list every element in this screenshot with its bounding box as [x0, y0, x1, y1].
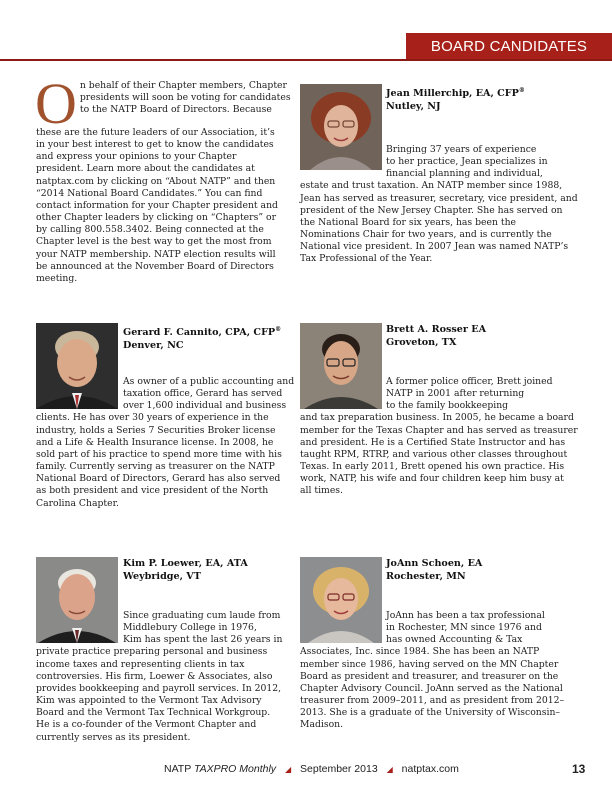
- bio-line: JoAnn has been a tax professional: [386, 610, 545, 621]
- candidate-location: Denver, NC: [123, 340, 184, 351]
- intro-text: [35, 71, 291, 285]
- candidate-name: Gerard F. Cannito, CPA, CFP: [123, 327, 276, 338]
- bio-body: and tax preparation business. In 2005, he became a board member for the Texas Chapter and has served as treasurer and president. He is a Certified State Instructor and has taught RPM, RTRP, and various other classes throughout Texas. In early 2011, Brett opened his own practice. His work, NATP, his wife and four children keep him busy at all times.: [300, 412, 578, 497]
- candidate-name: JoAnn Schoen, EA: [386, 558, 483, 569]
- footer-line: [164, 763, 459, 775]
- candidate-bio: [300, 376, 578, 498]
- intro-line-3: to the NATP Board of Directors. Because: [79, 104, 272, 116]
- candidate-bio: [300, 610, 578, 732]
- bio-line: over 1,600 individual and business: [123, 400, 287, 412]
- bio-line: Kim has spent the last 26 years in: [123, 634, 283, 646]
- candidate-name: Jean Millerchip, EA, CFP: [386, 88, 519, 99]
- triangle-separator-icon: ◢: [386, 765, 393, 774]
- bio-line: in Rochester, MN since 1976 and: [386, 622, 542, 634]
- bio-body: private practice preparing personal and business income taxes and representing clients in tax controversies. His firm, Loewer & Associates, also provides bookkeeping and payroll services. In 2012, Kim was appointed to the Vermont Tax Advisory Board and the Vermont Tax Technical Workgroup. He is a co-founder of the Vermont Chapter and currently serves as its president.: [36, 646, 282, 743]
- candidate-name-reg: ®: [275, 326, 282, 333]
- section-banner: [406, 33, 612, 59]
- candidate-location: Rochester, MN: [386, 571, 466, 582]
- candidate-bio: [36, 610, 282, 744]
- header-rule: [0, 59, 612, 61]
- candidate-location: Weybridge, VT: [123, 571, 201, 582]
- candidate-name-block: [123, 323, 281, 352]
- bio-line: to her practice, Jean specializes in: [386, 156, 548, 168]
- publication-name: TAXPRO Monthly: [193, 763, 277, 775]
- bio-line: NATP in 2001 after returning: [386, 388, 525, 400]
- site-url: natptax.com: [401, 763, 459, 775]
- candidate-location: Nutley, NJ: [386, 101, 441, 112]
- bio-line: Bringing 37 years of experience: [386, 144, 537, 155]
- issue-date: September 2013: [300, 763, 378, 775]
- candidate-name-block: [386, 84, 525, 113]
- bio-line: to the family bookkeeping: [386, 400, 509, 412]
- section-title: BOARD CANDIDATES: [430, 37, 588, 55]
- bio-body: clients. He has over 30 years of experience in the industry, holds a Series 7 Securities Broker license and a Life & Health Insurance license. In 2008, he sold part of his practice to spend more time with his family. Currently serving as treasurer on the NATP National Board of Directors, Gerard has also served as both president and vice president of the North Carolina Chapter.: [36, 412, 282, 509]
- page-footer: [0, 763, 612, 779]
- candidate-name-reg: ®: [518, 87, 525, 94]
- intro-body: these are the future leaders of our Association, it’s in your best interest to get to know the candidates and express your opinions to your Chapter president. Learn more about the candidates at natptax.com by clicking on “About NATP” and then “2014 National Board Candidates.” You can find contact information for your Chapter president and other Chapter leaders by clicking on “Chapters” or by calling 800.558.3402. Being connected at the Chapter level is the best way to get the most from your NATP membership. NATP election results will be announced at the November Board of Directors meeting.: [36, 127, 278, 284]
- intro-dropcap: O: [35, 71, 77, 136]
- bio-body: Associates, Inc. since 1984. She has been an NATP member since 1986, having served on the MN Chapter Board as president and treasurer, and treasurer on the Chapter Advisory Council. JoAnn served as the National treasurer from 2009–2011, and as president from 2012–2013. She is a graduate of the University of Wisconsin–Madison.: [300, 646, 565, 731]
- publication-prefix: NATP: [164, 763, 194, 775]
- candidate-bio: [36, 376, 295, 510]
- candidate-location: Groveton, TX: [386, 337, 457, 348]
- bio-line: As owner of a public accounting and: [123, 376, 295, 387]
- candidate-name: Kim P. Loewer, EA, ATA: [123, 558, 248, 569]
- candidate-name-block: [386, 323, 486, 349]
- bio-line: taxation office, Gerard has served: [123, 388, 283, 400]
- bio-line: financial planning and individual,: [386, 168, 543, 180]
- intro-line-2: presidents will soon be voting for candidates: [79, 92, 291, 104]
- bio-line: A former police officer, Brett joined: [386, 376, 553, 387]
- page-number: 13: [572, 762, 586, 776]
- bio-body: estate and trust taxation. An NATP member since 1988, Jean has served as treasurer, secretary, vice president, and president of the New Jersey Chapter. She has served on the National Board for six years, has been the Nominations Chair for two years, and is currently the National vice president. In 2007 Jean was named NATP’s Tax Professional of the Year.: [300, 180, 578, 265]
- candidate-bio: [300, 144, 578, 266]
- bio-line: Since graduating cum laude from: [123, 610, 281, 621]
- bio-line: Middlebury College in 1976,: [123, 622, 257, 634]
- candidate-name: Brett A. Rosser EA: [386, 324, 487, 335]
- bio-line: has owned Accounting & Tax: [386, 634, 523, 646]
- candidate-name-block: [386, 557, 482, 583]
- candidate-name-block: [123, 557, 248, 583]
- triangle-separator-icon: ◢: [284, 765, 292, 774]
- intro-line-1: n behalf of their Chapter members, Chapter: [79, 80, 287, 91]
